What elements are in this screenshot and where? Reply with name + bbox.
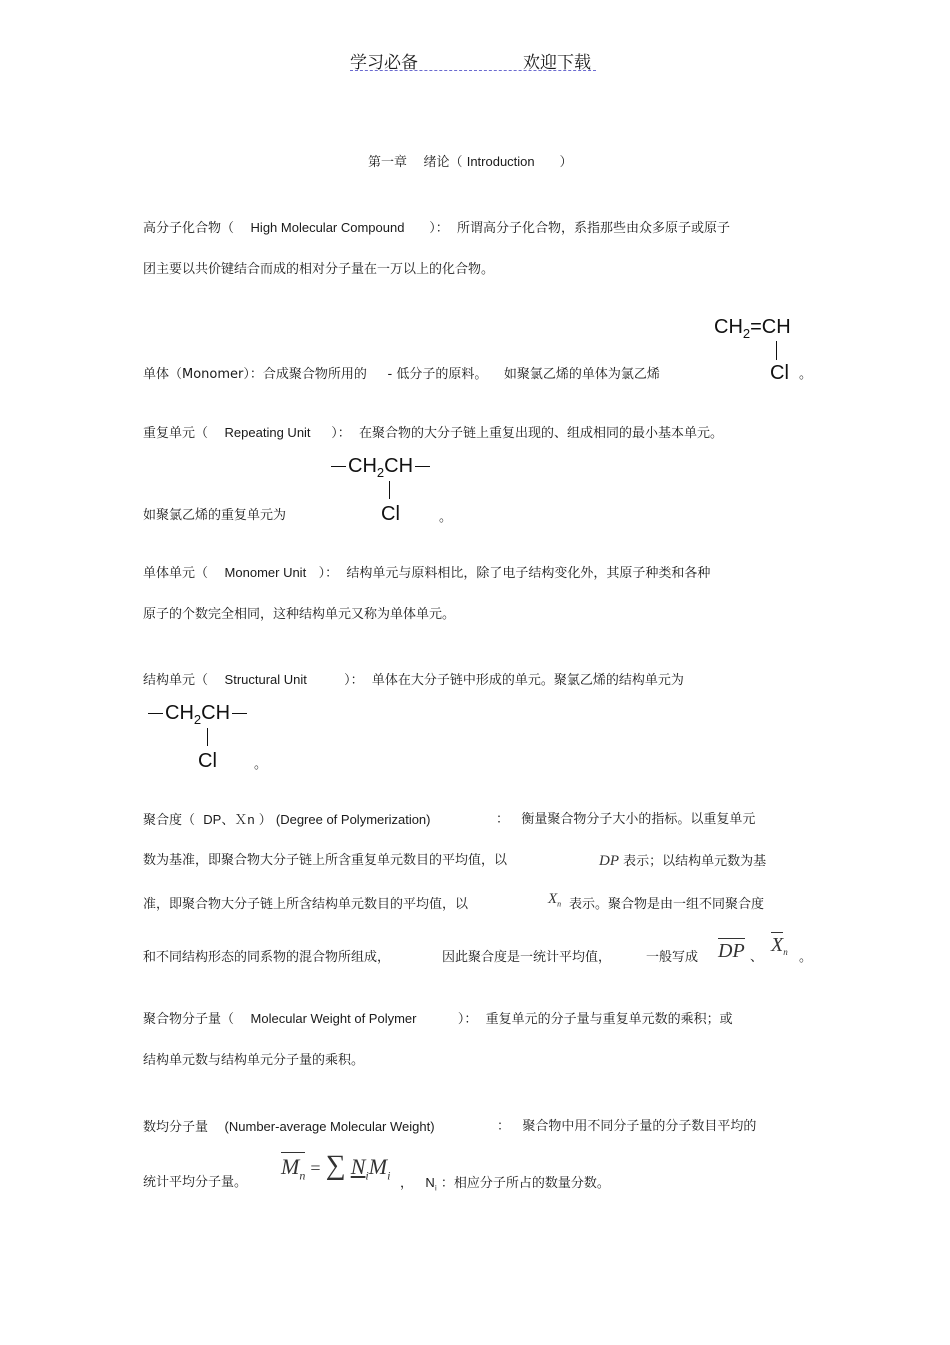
para-hmc-line2: 团主要以共价键结合而成的相对分子量在一万以上的化合物。 (143, 262, 495, 277)
chapter-title-en: Introduction (466, 154, 535, 169)
term-en: Monomer Unit (224, 565, 307, 580)
text: 和不同结构形态的同系物的混合物所组成， (143, 950, 391, 965)
subscript: 2 (193, 712, 202, 727)
term-en: Repeating Unit (224, 425, 311, 440)
text: ：相应分子所占的数量分数。 (440, 1176, 610, 1191)
para-hmc-line1 (143, 220, 730, 237)
text: 单体单元（ (143, 566, 209, 581)
text: DP (718, 940, 745, 962)
text: 聚合物中用不同分子量的分子数目平均的 (522, 1119, 757, 1134)
para-dp-line1 (143, 812, 431, 829)
eq-ch-text: =CH (750, 316, 791, 338)
text: ）： (331, 426, 351, 441)
chlorine-label: Cl (770, 362, 789, 384)
para-dp-line2: 数为基准，即聚合物大分子链上所含重复单元数目的平均值，以 (143, 853, 508, 868)
header-left: 学习必备 (350, 53, 418, 73)
mn-formula (281, 1150, 390, 1183)
subscript: 2 (376, 465, 385, 480)
ch-text: CH (384, 455, 414, 477)
text: 表示；以结构单元数为基 (623, 854, 767, 869)
term-en: (Number-average Molecular Weight) (224, 1119, 435, 1134)
bond-line (331, 466, 346, 467)
para-mn-line1 (143, 1119, 435, 1136)
text: ： (496, 812, 510, 827)
period: 。 (799, 950, 813, 965)
xn-symbol (548, 891, 561, 913)
equals: = (310, 1158, 321, 1178)
text: 聚合物分子量（ (143, 1012, 235, 1027)
term-en: Molecular Weight of Polymer (250, 1011, 417, 1026)
para-monounit-line1 (143, 565, 710, 582)
dp-symbol: DP (599, 853, 619, 869)
para-dp-line3-tail: 表示。聚合物是由一组不同聚合度 (569, 897, 765, 912)
para-dp-line4 (143, 950, 390, 966)
para-monounit-line2: 原子的个数完全相同，这种结构单元又称为单体单元。 (143, 607, 456, 622)
subscript: n (557, 899, 562, 909)
text: N (350, 1154, 366, 1179)
text: ）： (344, 673, 364, 688)
chlorine-label: Cl (381, 503, 400, 525)
para-mn-tail (400, 1175, 610, 1197)
text: ）： (457, 1012, 478, 1027)
subscript: i (434, 1184, 437, 1193)
text: 结构单元（ (143, 673, 209, 688)
bond-line (148, 713, 163, 714)
bond-line (207, 728, 208, 746)
para-repeat-line2: 如聚氯乙烯的重复单元为 (143, 508, 287, 523)
text: 聚合度（ (143, 813, 196, 828)
bond-line (389, 481, 390, 499)
chapter-title-zh: 绪论（ (423, 155, 463, 170)
para-repeat-line1 (143, 425, 723, 442)
separator: 、 (750, 950, 764, 965)
text: 高分子化合物（ (143, 221, 235, 236)
period: 。 (799, 367, 813, 382)
text: 如聚氯乙烯的单体为氯乙烯 (503, 367, 660, 382)
header-right: 欢迎下载 (523, 53, 591, 73)
ch2-text: CH (165, 702, 194, 724)
text: N (425, 1175, 435, 1190)
para-mw-line1 (143, 1011, 733, 1028)
text: ： (497, 1119, 511, 1134)
header-underline (350, 70, 596, 71)
term-en: DP、Ｘn (203, 812, 255, 827)
text: 结构单元与原料相比，除了电子结构变化外，其原子种类和各种 (346, 566, 711, 581)
sum-icon: ∑ (325, 1150, 346, 1181)
chapter-prefix: 第一章 (368, 155, 408, 170)
text: X (771, 934, 784, 956)
ch2-text: CH (714, 316, 743, 338)
text: 重复单元的分子量与重复单元数的乘积；或 (485, 1012, 733, 1027)
para-mn-line1-tail (497, 1119, 756, 1135)
period: 。 (254, 757, 268, 772)
text: 数均分子量 (143, 1120, 209, 1135)
subscript: n (299, 1168, 306, 1183)
para-dp-line4-c: 一般写成 (646, 950, 699, 965)
para-mw-line2: 结构单元数与结构单元分子量的乘积。 (143, 1053, 365, 1068)
vinyl-chloride-formula (714, 316, 791, 341)
ni-term (350, 1154, 369, 1183)
chapter-title-close: ） (559, 155, 573, 170)
mi-term (368, 1154, 391, 1183)
subscript: i (365, 1168, 369, 1183)
ch2-text: CH (348, 455, 377, 477)
text: ， (400, 1176, 414, 1191)
bond-line (415, 466, 430, 467)
bond-line (776, 341, 777, 360)
bond-line (232, 713, 247, 714)
text: 衡量聚合物分子大小的指标。以重复单元 (521, 812, 756, 827)
term-en: (Degree of Polymerization) (275, 812, 431, 827)
ch-text: CH (201, 702, 231, 724)
para-monomer (143, 367, 660, 383)
text: M (281, 1154, 300, 1179)
chapter-title (368, 154, 572, 171)
subscript: n (783, 947, 788, 958)
text: ）： (429, 221, 449, 236)
structural-unit-formula (165, 702, 230, 727)
mn-bar (281, 1152, 306, 1183)
text: 所谓高分子化合物，系指那些由众多原子或原子 (457, 221, 731, 236)
para-dp-line3: 准，即聚合物大分子链上所含结构单元数目的平均值，以 (143, 897, 469, 912)
subscript: i (387, 1168, 391, 1183)
term-en: Structural Unit (224, 672, 307, 687)
term-en: High Molecular Compound (250, 220, 405, 235)
subscript: 2 (742, 326, 751, 341)
text: - 低分子的原料。 (387, 367, 488, 382)
text: M (368, 1154, 388, 1179)
repeat-unit-formula (348, 455, 413, 480)
period: 。 (439, 510, 453, 525)
text: 单体在大分子链中形成的单元。聚氯乙烯的结构单元为 (371, 673, 684, 688)
para-mn-line2: 统计平均分子量。 (143, 1175, 248, 1190)
text: ） (258, 813, 272, 828)
text: 在聚合物的大分子链上重复出现的、组成相同的最小基本单元。 (359, 426, 724, 441)
para-dp-line2-tail (599, 853, 766, 870)
text: X (548, 891, 558, 907)
xn-bar-symbol (771, 934, 788, 957)
chlorine-label: Cl (198, 750, 217, 772)
para-struct-line1 (143, 672, 684, 689)
text: ）： (318, 566, 339, 581)
dp-bar-symbol (718, 940, 745, 963)
para-dp-line1-tail (496, 812, 755, 828)
para-dp-line4-mid: 因此聚合度是一统计平均值， (442, 950, 612, 965)
text: 重复单元（ (143, 426, 209, 441)
text: 单体（Monomer）：合成聚合物所用的 (143, 367, 367, 382)
